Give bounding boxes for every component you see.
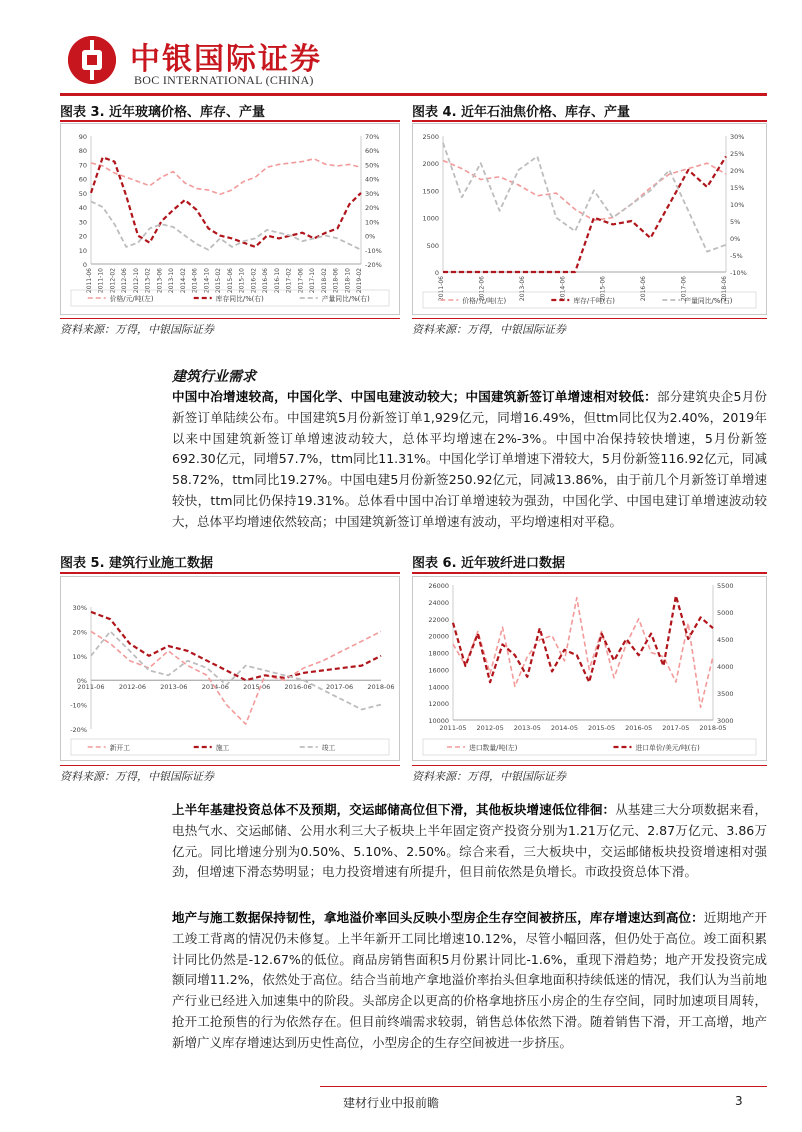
x-tick-label: 2018-10 [344, 268, 352, 294]
x-tick-label: 2018-06 [367, 683, 395, 692]
y-left-tick-label: 20% [72, 628, 87, 637]
y-left-tick-label: 500 [426, 241, 439, 250]
series-line-2 [91, 612, 381, 680]
figure-3-source-rule [60, 318, 400, 319]
paragraph-2-body: 从基建三大分项数据来看，电热气水、交运邮储、公用水利三大子板块上半年固定资产投资分别为1.21万亿元、2.87万亿元、3.86万亿元。同比增速分别为0.50%、5.10%、2.50%。综合来看，三大板块中，交运邮储板块投资增速相对强劲，但增速下滑态势明显；电力投资增速有所提升，但目前依然是负增长。市政投资总体下滑。 [172, 802, 767, 880]
paragraph-1-lead: 中国中冶增速较高，中国化学、中国电建波动较大；中国建筑新签订单增速相对较低： [172, 389, 657, 404]
x-tick-label: 2017-10 [309, 268, 317, 294]
y-left-tick-label: 50 [78, 189, 87, 198]
page-number: 3 [735, 1094, 743, 1108]
y-left-tick-label: 12000 [428, 700, 449, 709]
y-right-tick-label: 50% [365, 161, 380, 170]
x-tick-label: 2014-02 [179, 268, 187, 294]
x-tick-label: 2011-06 [86, 268, 93, 294]
figure-3-svg [61, 124, 399, 314]
x-tick-label: 2016-02 [250, 268, 258, 294]
y-right-tick-label: 20% [365, 204, 380, 213]
x-tick-label: 2015-06 [243, 683, 271, 692]
x-tick-label: 2017-06 [680, 276, 688, 302]
footer-report-name: 建材行业中报前瞻 [343, 1096, 440, 1110]
paragraph-3 [172, 908, 767, 1054]
x-tick-label: 2016-10 [273, 268, 281, 294]
x-tick-label: 2013-06 [156, 268, 164, 294]
y-right-tick-label: 10% [365, 218, 380, 227]
x-tick-label: 2018-06 [721, 276, 728, 302]
series-line-1 [91, 159, 361, 195]
x-tick-label: 2013-10 [168, 268, 176, 294]
y-left-tick-label: 90 [78, 133, 87, 141]
y-left-tick-label: 16000 [428, 666, 449, 675]
paragraph-2-lead: 上半年基建投资总体不及预期，交运邮储高位但下滑，其他板块增速低位徘徊： [172, 802, 616, 817]
series-line-3 [91, 631, 381, 709]
y-left-tick-label: 10 [78, 246, 87, 255]
y-right-tick-label: 3000 [717, 717, 734, 725]
x-tick-label: 2011-10 [97, 268, 105, 294]
legend-label: 施工 [215, 744, 230, 752]
y-right-tick-label: 10% [730, 201, 745, 209]
y-left-tick-label: 0 [82, 261, 87, 269]
figure-6-chart [412, 576, 767, 761]
series-line-1 [91, 631, 381, 724]
header-divider [60, 93, 767, 96]
y-right-tick-label: 3500 [717, 690, 734, 698]
figure-6-title: 图表 6. 近年玻纤进口数据 [412, 556, 566, 571]
y-left-tick-label: 2500 [422, 133, 439, 141]
series-line-2 [91, 157, 361, 247]
x-tick-label: 2015-06 [226, 268, 234, 294]
y-right-tick-label: 60% [365, 147, 380, 156]
figure-4-title-rule [412, 120, 767, 122]
series-line-3 [91, 201, 361, 249]
x-tick-label: 2011-06 [77, 683, 105, 692]
figure-4-source-rule [412, 318, 767, 319]
x-tick-label: 2014-05 [550, 724, 579, 732]
y-left-tick-label: 30% [72, 604, 87, 612]
legend-label: 产量同比/%(右) [684, 297, 733, 305]
y-right-tick-label: 5% [730, 218, 741, 226]
x-tick-label: 2012-06 [121, 268, 129, 294]
brand-name-en: BOC INTERNATIONAL (CHINA) [134, 73, 314, 87]
figure-6-source-rule [412, 765, 767, 766]
y-left-tick-label: 10% [72, 652, 87, 661]
x-tick-label: 2014-06 [201, 683, 229, 692]
x-tick-label: 2019-02 [356, 268, 363, 294]
x-tick-label: 2018-02 [320, 268, 328, 294]
x-tick-label: 2016-06 [262, 268, 270, 294]
x-tick-label: 2014-06 [559, 276, 567, 302]
y-right-tick-label: 40% [365, 175, 380, 184]
y-left-tick-label: 20000 [428, 632, 449, 641]
y-left-tick-label: 14000 [428, 683, 449, 692]
x-tick-label: 2011-06 [438, 276, 445, 302]
x-tick-label: 2011-05 [439, 724, 467, 732]
x-tick-label: 2015-06 [599, 276, 607, 302]
x-tick-label: 2018-05 [699, 724, 727, 732]
series-line-1 [453, 598, 713, 708]
figure-4-svg [413, 124, 766, 314]
legend-label: 新开工 [109, 744, 131, 752]
legend-label: 库存/千吨(右) [573, 297, 615, 305]
y-left-tick-label: 24000 [428, 598, 449, 607]
y-left-tick-label: 1500 [422, 187, 439, 196]
y-right-tick-label: 70% [365, 133, 380, 141]
footer-divider [320, 1086, 767, 1087]
paragraph-3-body: 近期地产开工竣工背离的情况仍未修复。上半年新开工同比增速10.12%，尽管小幅回落，但仍处于高位。竣工面积累计同比仍然是-12.67%的低位。商品房销售面积5月份累计同比-1.6%，重现下滑趋势；地产开发投资完成额同增11.2%，依然处于高位。结合当前地产拿地溢价率抬头但拿地面积持续低迷的情况，我们认为当前地产行业已经进入加速集中的阶段。头部房企以更高的价格拿地挤压小房企的生存空间，同时加速项目周转，抢开工抢预售的行为依然存在。但目前终端需求较弱，销售总体依然下滑。随着销售下滑，开工高增，地产新增广义库存增速达到历史性高位，小型房企的生存空间被进一步挤压。 [172, 910, 767, 1050]
boc-logo-mark [68, 36, 116, 84]
y-left-tick-label: 70 [78, 161, 87, 170]
figure-6-svg [413, 577, 766, 760]
y-left-tick-label: 10000 [428, 717, 449, 725]
y-right-tick-label: 5500 [717, 582, 734, 590]
y-left-tick-label: 0% [76, 677, 87, 686]
paragraph-1-body: 部分建筑央企5月份新签订单陆续公布。中国建筑5月份新签订单1,929亿元，同增16.49%，但ttm同比仅为2.40%，2019年以来中国建筑新签订单增速波动较大，总体平均增速在2%-3%。中国中冶保持较快增速，5月份新签692.30亿元，同增57.7%，ttm同比11.31%。中国化学订单增速下滑较大，5月份新签116.92亿元，同减58.72%，ttm同比19.27%。中国电建5月份新签250.92亿元，同减13.86%，由于前几个月新签订单增速较快，ttm同比仍保持19.31%。总体看中国中冶订单增速较为强劲，中国化学、中国电建订单增速波动较大，总体平均增速依然较高；中国建筑新签订单增速有波动，平均增速相对平稳。 [172, 389, 767, 529]
figure-5-source-rule [60, 765, 400, 766]
section-title: 建筑行业需求 [172, 369, 256, 385]
paragraph-1 [172, 387, 767, 533]
y-left-tick-label: 0 [434, 269, 439, 277]
brand-name-cn: 中银国际证券 [130, 42, 322, 77]
x-tick-label: 2012-05 [476, 724, 504, 732]
figure-5-title: 图表 5. 建筑行业施工数据 [60, 556, 214, 571]
x-tick-label: 2013-06 [160, 683, 188, 692]
x-tick-label: 2015-02 [215, 268, 223, 294]
y-left-tick-label: 1000 [422, 214, 439, 223]
x-tick-label: 2017-05 [662, 724, 690, 732]
figure-5-svg [61, 577, 399, 760]
y-right-tick-label: 5000 [717, 609, 734, 617]
y-right-tick-label: -20% [365, 261, 382, 269]
y-right-tick-label: 4500 [717, 636, 734, 644]
x-tick-label: 2013-05 [513, 724, 541, 732]
y-right-tick-label: -5% [730, 252, 743, 260]
y-left-tick-label: -10% [70, 701, 87, 710]
y-right-tick-label: 30% [730, 133, 745, 141]
x-tick-label: 2014-10 [203, 268, 211, 294]
figure-5-chart [60, 576, 400, 761]
figure-6-title-rule [412, 572, 767, 574]
x-tick-label: 2016-06 [640, 276, 648, 302]
y-right-tick-label: 0% [365, 232, 376, 241]
y-left-tick-label: 40 [78, 204, 87, 213]
y-right-tick-label: 15% [730, 184, 745, 192]
series-line-3 [443, 143, 726, 252]
x-tick-label: 2017-06 [325, 683, 354, 692]
y-left-tick-label: 60 [78, 175, 87, 184]
paragraph-3-lead: 地产与施工数据保持韧性，拿地溢价率回头反映小型房企生存空间被挤压，库存增速达到高位： [172, 910, 704, 925]
y-left-tick-label: 30 [78, 218, 87, 227]
boc-logo-icon [68, 36, 116, 84]
y-right-tick-label: 4000 [717, 663, 734, 671]
legend-label: 价格/元/吨(左) [462, 297, 507, 305]
x-tick-label: 2014-06 [191, 268, 199, 294]
y-right-tick-label: 25% [730, 150, 745, 158]
figure-4-title: 图表 4. 近年石油焦价格、库存、产量 [412, 105, 631, 120]
y-right-tick-label: -10% [365, 246, 382, 255]
y-right-tick-label: 30% [365, 189, 380, 198]
legend-label: 进口数量/吨(左) [468, 744, 518, 752]
x-tick-label: 2017-02 [285, 268, 293, 294]
y-right-tick-label: -10% [730, 269, 747, 277]
y-left-tick-label: 22000 [428, 615, 449, 624]
figure-3-source: 资料来源：万得，中银国际证券 [60, 323, 214, 336]
figure-5-source: 资料来源：万得，中银国际证券 [60, 770, 214, 783]
figure-5-title-rule [60, 572, 400, 574]
figure-4-chart [412, 123, 767, 315]
legend-label: 竣工 [321, 744, 336, 752]
figure-6-source: 资料来源：万得，中银国际证券 [412, 770, 566, 783]
x-tick-label: 2013-02 [144, 268, 152, 294]
figure-3-title-rule [60, 120, 400, 122]
y-right-tick-label: 0% [730, 235, 741, 243]
x-tick-label: 2012-10 [132, 268, 140, 294]
series-line-2 [453, 596, 713, 682]
x-tick-label: 2012-06 [118, 683, 147, 692]
figure-3-chart [60, 123, 400, 315]
y-right-tick-label: 20% [730, 167, 745, 175]
x-tick-label: 2015-05 [587, 724, 616, 732]
x-tick-label: 2016-06 [284, 683, 312, 692]
y-left-tick-label: -20% [70, 726, 87, 734]
y-left-tick-label: 20 [78, 232, 87, 241]
y-left-tick-label: 18000 [428, 649, 449, 658]
series-line-1 [443, 161, 726, 221]
figure-4-source: 资料来源：万得，中银国际证券 [412, 323, 566, 336]
legend-label: 库存同比/%(右) [215, 295, 264, 303]
y-left-tick-label: 80 [78, 147, 87, 156]
y-left-tick-label: 2000 [422, 160, 439, 169]
x-tick-label: 2017-06 [297, 268, 305, 294]
paragraph-2 [172, 800, 767, 883]
x-tick-label: 2012-02 [109, 268, 117, 294]
legend-label: 价格/元/吨(左) [109, 295, 154, 303]
legend-label: 进口单价/美元/吨(右) [635, 744, 700, 752]
x-tick-label: 2012-06 [478, 276, 486, 302]
x-tick-label: 2013-06 [518, 276, 526, 302]
x-tick-label: 2016-05 [625, 724, 653, 732]
legend-label: 产量同比/%(右) [321, 295, 370, 303]
figure-3-title: 图表 3. 近年玻璃价格、库存、产量 [60, 105, 266, 120]
x-tick-label: 2015-10 [238, 268, 246, 294]
x-tick-label: 2018-06 [332, 268, 340, 294]
y-left-tick-label: 26000 [428, 582, 449, 590]
